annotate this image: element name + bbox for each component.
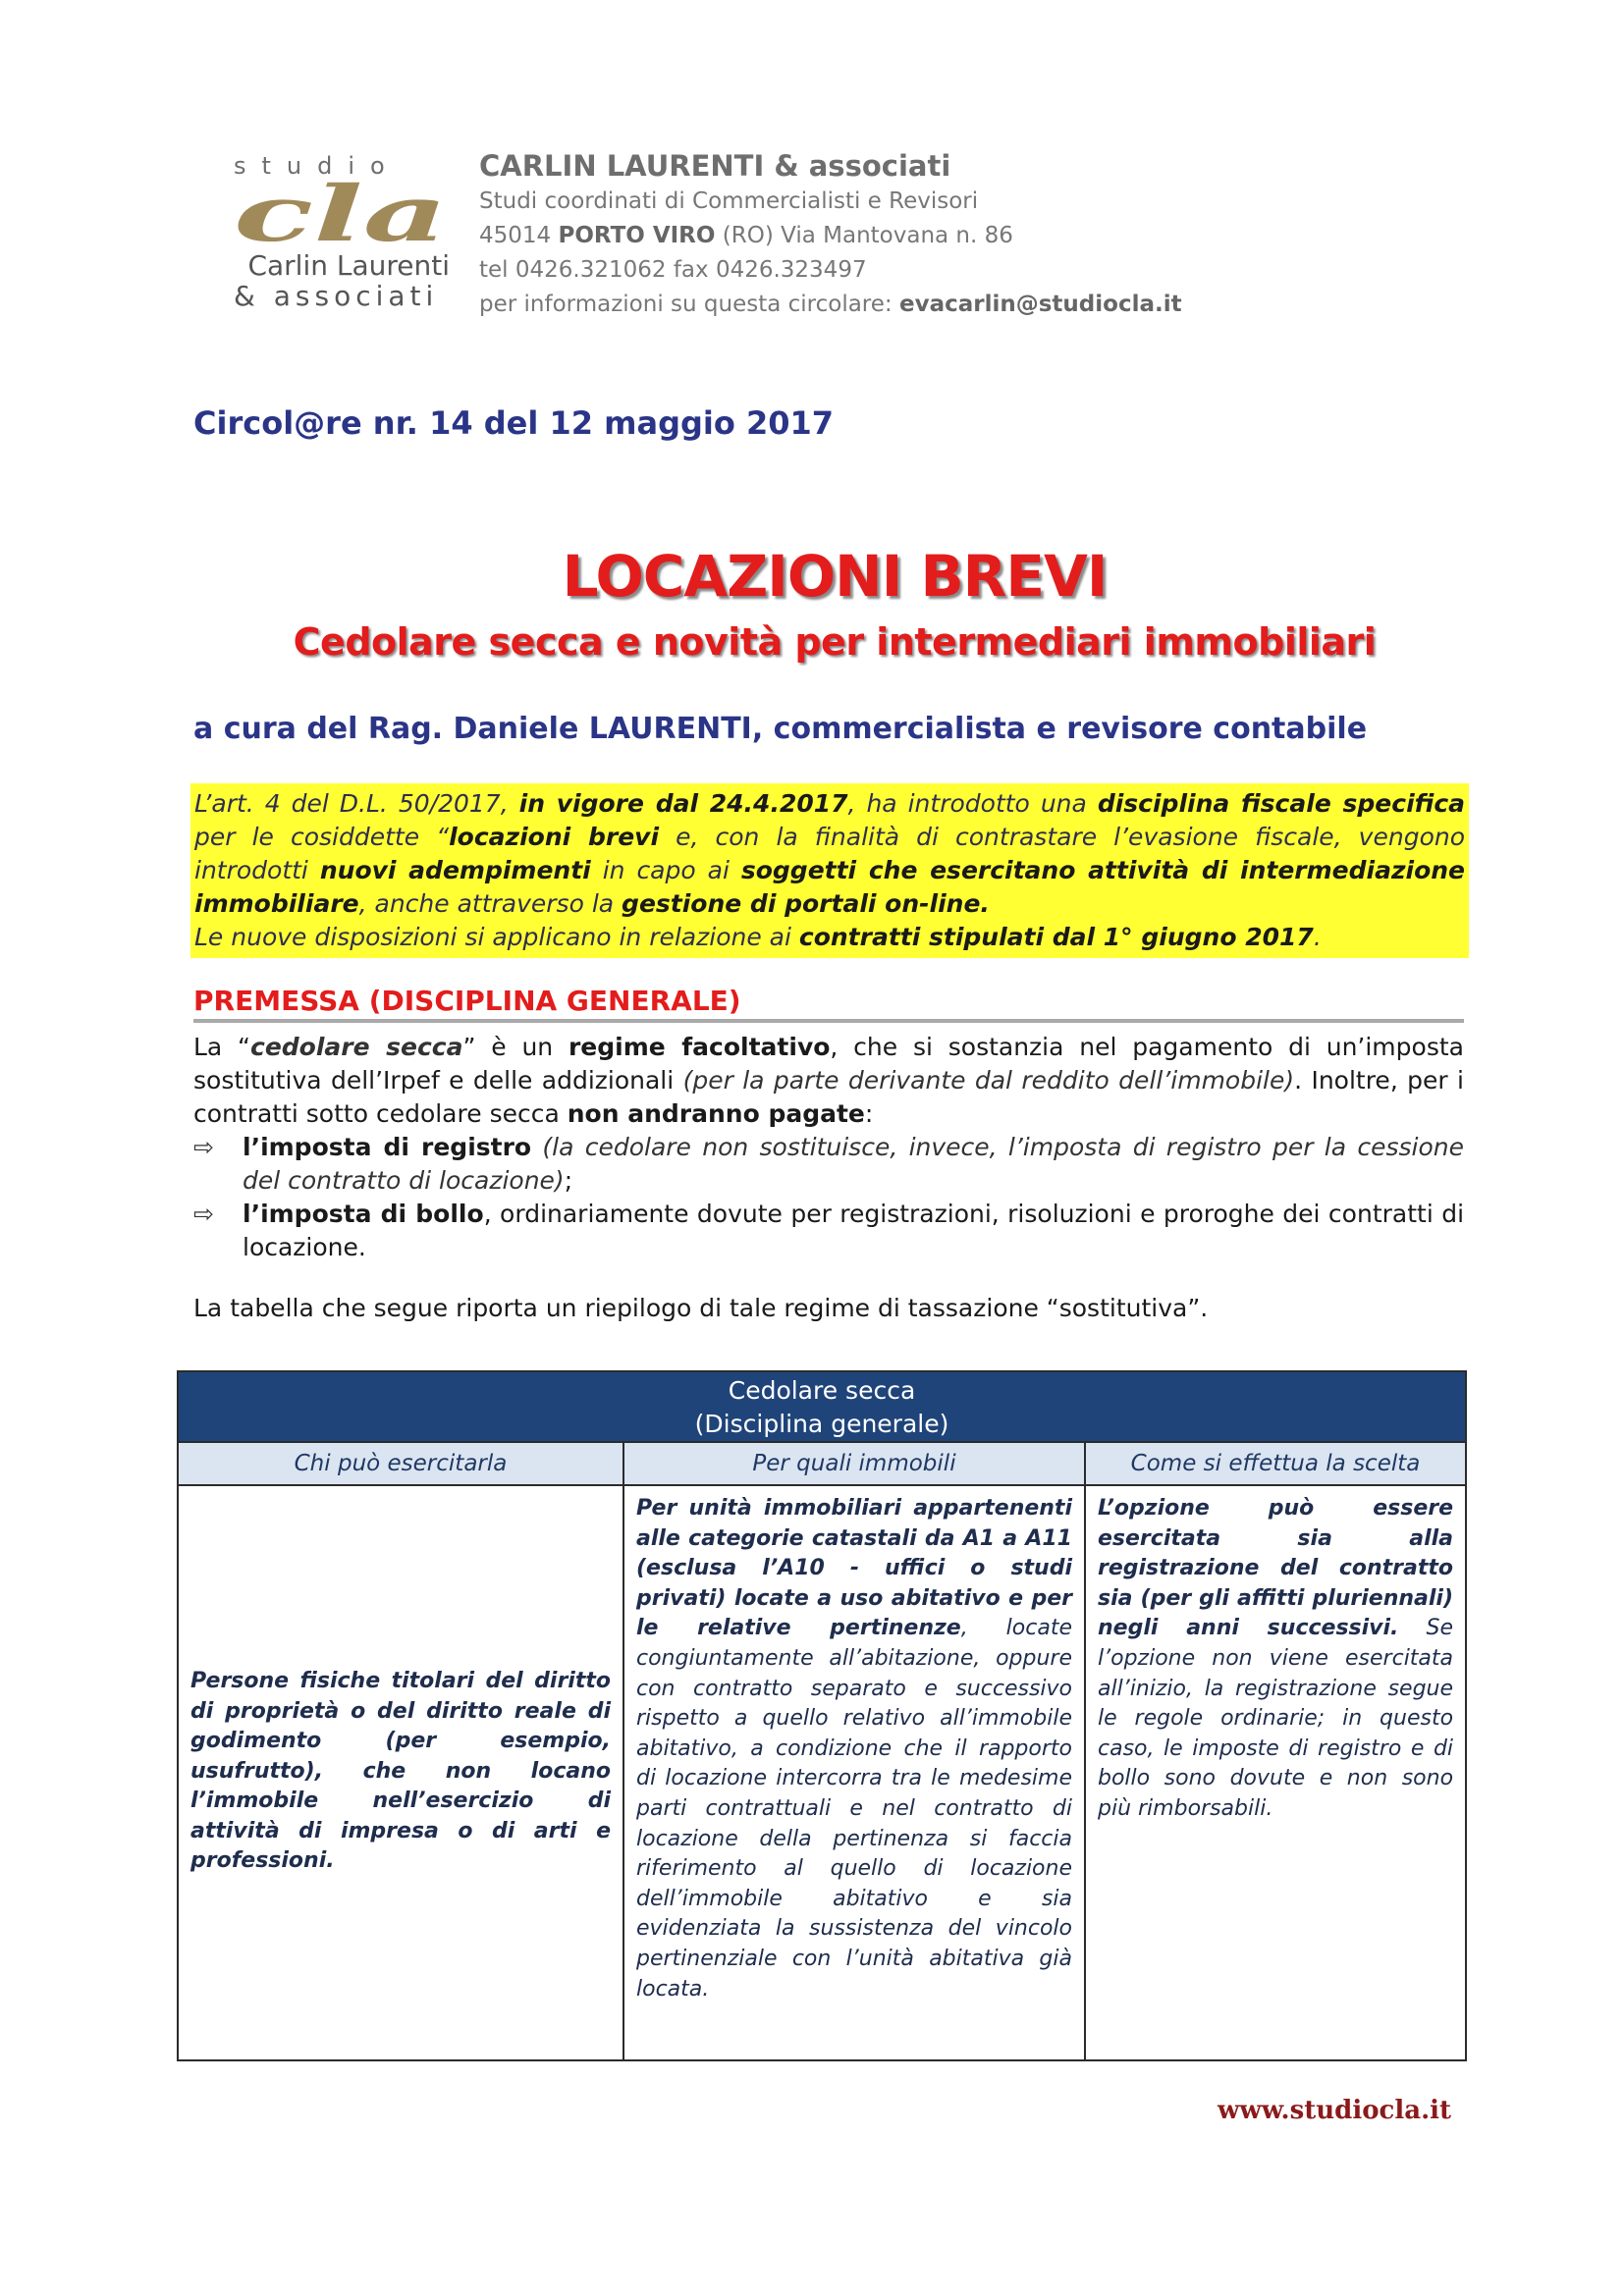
logo-studio-word: studio — [234, 152, 401, 180]
section-heading-premessa: PREMESSA (DISCIPLINA GENERALE) — [193, 985, 1464, 1023]
document-subtitle: Cedolare secca e novità per intermediari immobiliari — [293, 620, 1377, 664]
table-cell-choice: L’opzione può essere esercitata sia alla registrazione del contratto sia (per gli affitti pluriennali) negli anni successivi. Se l’opzione non viene esercitata all’inizio, la registrazione segue le regole ordinarie; in questo caso, le imposte di registro e di bollo sono dovute e non sono più rimborsabili. — [1085, 1485, 1466, 2060]
table-cell-property: Per unità immobiliari appartenenti alle categorie catastali da A1 a A11 (esclusa l’A10 - uffici o studi privati) locate a uso abitativo e per le relative pertinenze, locate congiuntamente all’abitazione, oppure con contratto separato e successivo rispetto a quello relativo all’immobile abitativo, a condizione che il rapporto di locazione intercorra tra le medesime parti contrattuali e nel contratto di locazione della pertinenza si faccia riferimento al quello di locazione dell’immobile abitativo e sia evidenziata la sussistenza del vincolo pertinenziale con l’unità abitativa già locata. — [623, 1485, 1085, 2060]
highlight-paragraph-1: L’art. 4 del D.L. 50/2017, in vigore dal 24.4.2017, ha introdotto una disciplina fiscale specifica per le cosiddette “locazioni brevi e, con la finalità di contrastare l’evasione fiscale, vengono introdotti nuovi adempimenti in capo ai soggetti che esercitano attività di intermediazione immobiliare, anche attraverso la gestione di portali on-line. — [194, 789, 1466, 918]
website-link[interactable]: www.studiocla.it — [1218, 2096, 1452, 2125]
column-header: Chi può esercitarla — [178, 1442, 623, 1485]
table-title-row — [178, 1371, 1466, 1442]
firm-phone: tel 0426.321062 fax 0426.323497 — [479, 257, 867, 283]
logo-brand-line2: & associati — [234, 280, 439, 312]
table-title: Cedolare secca (Disciplina generale) — [178, 1371, 1466, 1442]
arrow-right-icon: ⇨ — [193, 1200, 214, 1228]
studio-logo — [234, 152, 450, 312]
document-author: a cura del Rag. Daniele LAURENTI, commercialista e revisore contabile — [193, 712, 1368, 746]
bullet-item-bollo: ⇨ l’imposta di bollo, ordinariamente dovute per registrazioni, risoluzioni e proroghe dei contratti di locazione. — [193, 1198, 1464, 1264]
premessa-paragraph: La “cedolare secca” è un regime facoltativo, che si sostanzia nel pagamento di un’imposta sostitutiva dell’Irpef e delle addizionali (per la parte derivante dal reddito dell’immobile). Inoltre, per i contratti sotto cedolare secca non andranno pagate: — [193, 1033, 1464, 1128]
firm-contact: per informazioni su questa circolare: evacarlin@studiocla.it — [479, 292, 1182, 317]
premessa-body — [193, 1031, 1464, 1264]
document-title: LOCAZIONI BREVI — [562, 543, 1108, 610]
svg-text:cla: cla — [234, 180, 448, 250]
table-header-row — [178, 1442, 1466, 1485]
contact-email-link[interactable]: evacarlin@studiocla.it — [898, 292, 1182, 317]
firm-description: Studi coordinati di Commercialisti e Revisori — [479, 188, 979, 214]
highlight-paragraph-2: Le nuove disposizioni si applicano in relazione ai contratti stipulati dal 1° giugno 2017. — [194, 923, 1322, 951]
table-cell-who: Persone fisiche titolari del diritto di proprietà o del diritto reale di godimento (per esempio, usufrutto), che non locano l’immobile nell’esercizio di attività di impresa o di arti e professioni. — [178, 1485, 623, 2060]
circular-number: Circol@re nr. 14 del 12 maggio 2017 — [193, 404, 835, 442]
firm-address: 45014 PORTO VIRO (RO) Via Mantovana n. 86 — [479, 223, 1013, 248]
bullet-item-registro: ⇨ l’imposta di registro (la cedolare non sostituisce, invece, l’imposta di registro per la cessione del contratto di locazione); — [193, 1131, 1464, 1198]
column-header: Per quali immobili — [623, 1442, 1085, 1485]
firm-name: CARLIN LAURENTI & associati — [479, 149, 951, 183]
cedolare-table — [177, 1370, 1467, 2061]
logo-brand-line1: Carlin Laurenti — [247, 249, 450, 282]
logo-monogram-icon — [234, 180, 450, 250]
table-row — [178, 1485, 1466, 2060]
highlight-box — [190, 783, 1469, 958]
arrow-right-icon: ⇨ — [193, 1133, 214, 1161]
table-intro: La tabella che segue riporta un riepilogo di tale regime di tassazione “sostitutiva”. — [193, 1294, 1209, 1322]
firm-info — [479, 147, 1363, 322]
column-header: Come si effettua la scelta — [1085, 1442, 1466, 1485]
